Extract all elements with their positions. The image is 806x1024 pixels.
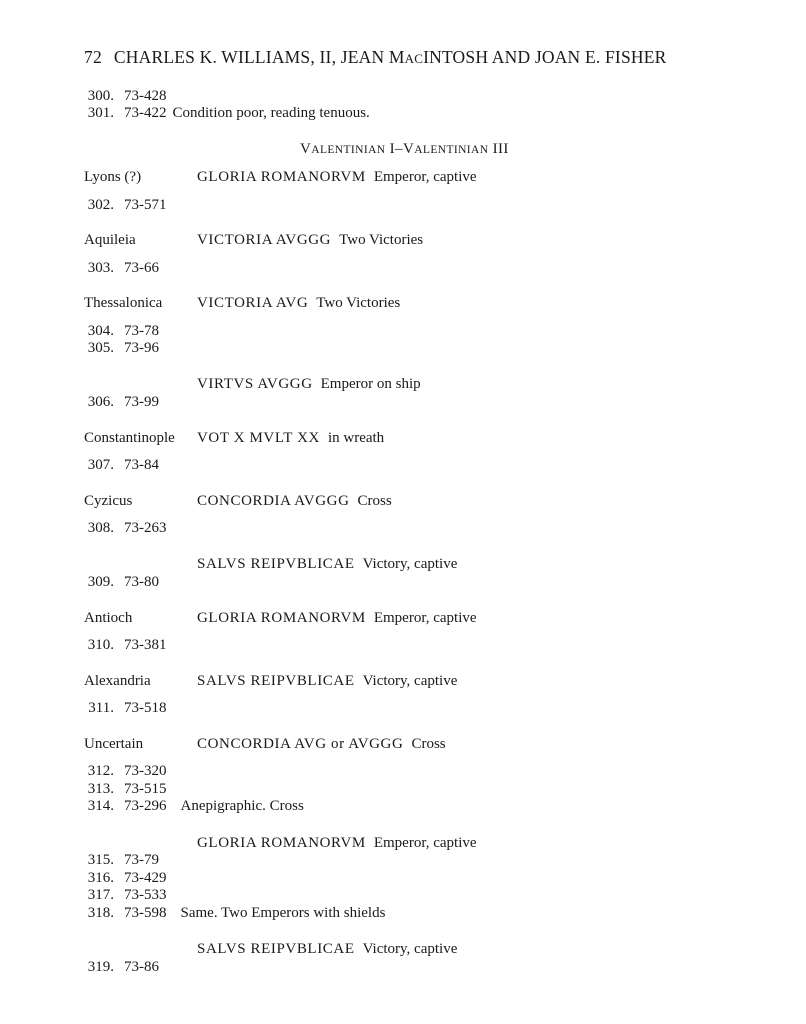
catalog-entry <box>84 904 385 922</box>
inventory-number: 73-296 <box>124 798 167 814</box>
inventory-number: 73-320 <box>124 763 167 779</box>
type-description: Two Victories <box>316 295 401 311</box>
coin-legend <box>197 231 423 249</box>
inventory-number: 73-518 <box>124 700 167 716</box>
section-title-sc-1: ALENTINIAN <box>311 144 386 156</box>
catalog-entry <box>84 958 159 976</box>
legend-text: SALVS REIPVBLICAE <box>197 556 355 572</box>
section-title-sc-2: ALENTINIAN <box>414 144 489 156</box>
inventory-number: 73-381 <box>124 637 167 653</box>
catalog-entry <box>84 851 159 869</box>
catalog-entry <box>84 322 159 340</box>
coin-legend <box>197 940 457 958</box>
inventory-number: 73-571 <box>124 197 167 213</box>
entry-number: 300. <box>87 88 114 104</box>
catalog-entry <box>84 519 167 537</box>
mint-name: Aquileia <box>84 232 136 248</box>
catalog-entry <box>84 339 159 357</box>
coin-legend <box>197 375 421 393</box>
type-description: Cross <box>411 736 446 752</box>
coin-legend <box>197 555 457 573</box>
section-title-initial-1: V <box>300 141 312 157</box>
catalog-entry <box>84 886 167 904</box>
catalog-entry <box>84 869 167 887</box>
inventory-number: 73-99 <box>124 394 159 410</box>
coin-legend <box>197 492 392 510</box>
entry-number: 302. <box>87 197 114 213</box>
entry-number: 303. <box>87 260 114 276</box>
entry-number: 304. <box>87 323 114 339</box>
entry-number: 312. <box>87 763 114 779</box>
type-description: Victory, captive <box>362 556 458 572</box>
mint-name: Thessalonica <box>84 295 163 311</box>
coin-legend <box>197 609 477 627</box>
page-number: 72 <box>84 47 102 67</box>
section-title-end: III <box>488 141 509 157</box>
type-description: Victory, captive <box>362 673 458 689</box>
coin-legend <box>197 429 384 447</box>
type-description: Cross <box>357 493 392 509</box>
entry-number: 306. <box>87 394 114 410</box>
entry-number: 314. <box>87 798 114 814</box>
catalog-entry <box>84 573 159 591</box>
mint-name: Antioch <box>84 610 133 626</box>
catalog-entry <box>84 259 159 277</box>
inventory-number: 73-428 <box>124 88 167 104</box>
running-header <box>84 47 667 68</box>
inventory-number: 73-96 <box>124 340 159 356</box>
header-authors-b: INTOSH AND JOAN E. FISHER <box>423 47 667 67</box>
section-title-mid: I–V <box>385 141 415 157</box>
mint-name: Cyzicus <box>84 493 133 509</box>
legend-text: VOT X MVLT XX <box>197 430 320 446</box>
catalog-entry <box>84 196 167 214</box>
entry-number: 305. <box>87 340 114 356</box>
entry-number: 313. <box>87 781 114 797</box>
inventory-number: 73-515 <box>124 781 167 797</box>
type-description: Emperor on ship <box>320 376 421 392</box>
type-description: in wreath <box>327 430 385 446</box>
mint-name: Lyons (?) <box>84 169 142 185</box>
entry-number: 311. <box>88 700 114 716</box>
inventory-number: 73-86 <box>124 959 159 975</box>
legend-text: GLORIA ROMANORVM <box>197 610 366 626</box>
entry-number: 310. <box>87 637 114 653</box>
catalog-entry <box>84 797 304 815</box>
catalog-entry <box>84 762 167 780</box>
inventory-number: 73-79 <box>124 852 159 868</box>
entry-note: Same. Two Emperors with shields <box>180 905 386 921</box>
entry-number: 307. <box>87 457 114 473</box>
header-authors-a: CHARLES K. WILLIAMS, II, JEAN M <box>113 47 405 67</box>
catalog-entry <box>84 636 167 654</box>
inventory-number: 73-78 <box>124 323 159 339</box>
catalog-entry <box>84 393 159 411</box>
legend-text: VICTORIA AVGGG <box>197 232 332 248</box>
coin-legend <box>197 294 400 312</box>
catalog-entry <box>84 780 167 798</box>
type-description: Emperor, captive <box>373 835 477 851</box>
legend-text: CONCORDIA AVGGG <box>197 493 350 509</box>
entry-note: Anepigraphic. Cross <box>180 798 304 814</box>
legend-text: GLORIA ROMANORVM <box>197 169 366 185</box>
entry-number: 309. <box>87 574 114 590</box>
catalog-entry-300 <box>84 87 167 105</box>
catalog-entry <box>84 456 159 474</box>
inventory-number: 73-422 <box>124 105 167 121</box>
type-description: Emperor, captive <box>373 169 477 185</box>
coin-legend <box>197 672 457 690</box>
coin-legend <box>197 168 477 186</box>
inventory-number: 73-66 <box>124 260 159 276</box>
section-title <box>300 141 509 158</box>
inventory-number: 73-263 <box>124 520 167 536</box>
entry-number: 319. <box>87 959 114 975</box>
catalog-entry-301 <box>84 104 370 122</box>
catalog-entry <box>84 699 167 717</box>
coin-legend <box>197 735 446 753</box>
legend-text: SALVS REIPVBLICAE <box>197 673 355 689</box>
inventory-number: 73-598 <box>124 905 167 921</box>
inventory-number: 73-84 <box>124 457 159 473</box>
inventory-number: 73-533 <box>124 887 167 903</box>
entry-number: 317. <box>87 887 114 903</box>
legend-text: CONCORDIA AVG or AVGGG <box>197 736 404 752</box>
mint-name: Alexandria <box>84 673 151 689</box>
type-description: Two Victories <box>339 232 424 248</box>
entry-number: 308. <box>87 520 114 536</box>
mint-name: Constantinople <box>84 430 175 446</box>
type-description: Victory, captive <box>362 941 458 957</box>
legend-text: VICTORIA AVG <box>197 295 309 311</box>
type-description: Emperor, captive <box>373 610 477 626</box>
entry-note: Condition poor, reading tenuous. <box>172 105 370 121</box>
entry-number: 316. <box>87 870 114 886</box>
entry-number: 315. <box>87 852 114 868</box>
header-authors-smallcaps: AC <box>404 51 424 66</box>
entry-number: 301. <box>87 105 114 121</box>
inventory-number: 73-429 <box>124 870 167 886</box>
coin-legend <box>197 834 477 852</box>
inventory-number: 73-80 <box>124 574 159 590</box>
mint-name: Uncertain <box>84 736 144 752</box>
entry-number: 318. <box>87 905 114 921</box>
legend-text: SALVS REIPVBLICAE <box>197 941 355 957</box>
legend-text: VIRTVS AVGGG <box>197 376 313 392</box>
legend-text: GLORIA ROMANORVM <box>197 835 366 851</box>
